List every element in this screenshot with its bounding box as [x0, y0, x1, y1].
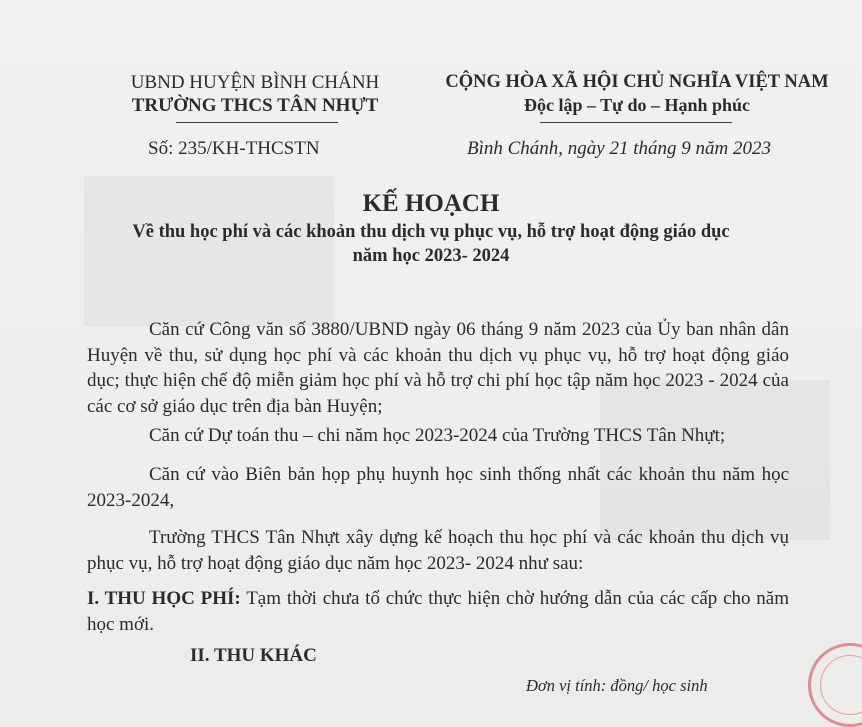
document-subtitle-line1: Về thu học phí và các khoản thu dịch vụ phục vụ, hỗ trợ hoạt động giáo dục	[132, 222, 730, 242]
motto-underline	[540, 122, 732, 123]
document-number: Số: 235/KH-THCSTN	[148, 138, 320, 159]
unit-note: Đơn vị tính: đồng/ học sinh	[526, 676, 708, 695]
section-tuition	[87, 586, 789, 637]
document-title: KẾ HOẠCH	[362, 190, 500, 217]
document-date: Bình Chánh, ngày 21 tháng 9 năm 2023	[467, 138, 771, 159]
official-seal	[808, 643, 862, 727]
national-motto: Độc lập – Tự do – Hạnh phúc	[523, 95, 751, 115]
paragraph-legal-basis-2: Căn cứ Dự toán thu – chi năm học 2023-2024 của Trường THCS Tân Nhựt;	[149, 425, 726, 446]
section-tuition-heading: I. THU HỌC PHÍ:	[87, 588, 241, 609]
paragraph-legal-basis-3: Căn cứ vào Biên bản họp phụ huynh học sinh thống nhất các khoản thu năm học 2023-2024,	[87, 464, 789, 511]
section-tuition-text: Tạm thời chưa tổ chức thực hiện chờ hướng dẫn của các cấp cho năm học mới.	[87, 588, 790, 635]
paragraph-plan-intro: Trường THCS Tân Nhựt xây dựng kế hoạch thu học phí và các khoản thu dịch vụ phục vụ, hỗ trợ hoạt động giáo dục năm học 2023- 2024 như sau:	[87, 527, 789, 574]
school-name: TRƯỜNG THCS TÂN NHỰT	[131, 95, 379, 116]
document-subtitle-line2: năm học 2023- 2024	[352, 246, 510, 266]
paragraph-legal-basis-1: Căn cứ Công văn số 3880/UBND ngày 06 tháng 9 năm 2023 của Ủy ban nhân dân Huyện về thu, sử dụng học phí và các khoản thu dịch vụ phục vụ, hỗ trợ hoạt động giáo dục; thực hiện chế độ miễn giảm học phí và hỗ trợ chi phí học tập năm học 2023 - 2024 của các cơ sở giáo dục trên địa bàn Huyện;	[87, 319, 789, 417]
section-other-fees-heading: II. THU KHÁC	[190, 645, 317, 666]
department-name: UBND HUYỆN BÌNH CHÁNH	[130, 72, 380, 93]
country-name: CỘNG HÒA XÃ HỘI CHỦ NGHĨA VIỆT NAM	[445, 72, 829, 92]
school-underline	[176, 122, 338, 123]
